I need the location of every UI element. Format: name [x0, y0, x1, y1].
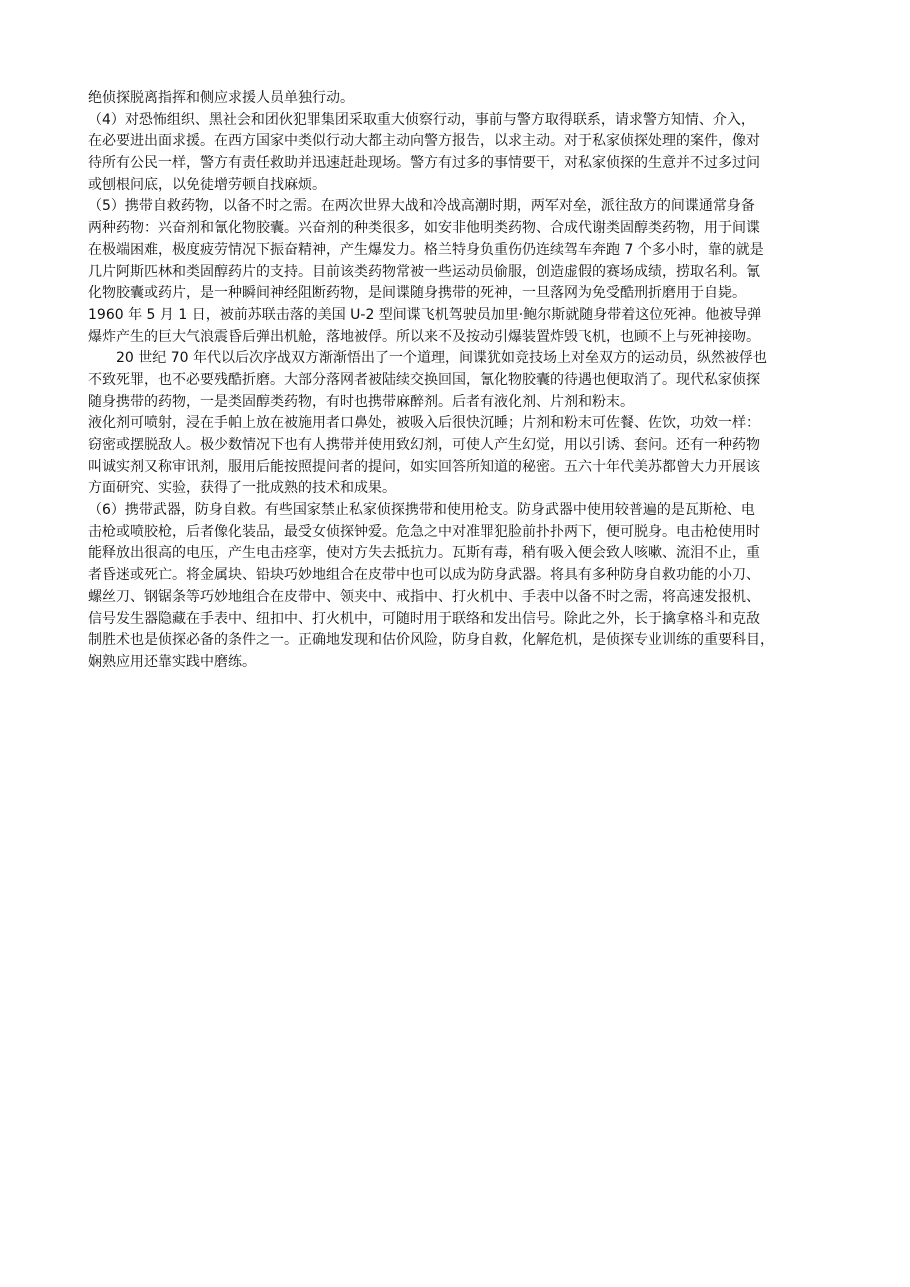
text-line: 1960 年 5 月 1 日，被前苏联击落的美国 U-2 型间谍飞机驾驶员加里·鲍尔斯就随身带着这位死神。他被导弹: [88, 306, 762, 323]
text-line: 叫诚实剂又称审讯剂，服用后能按照提问者的提问，如实回答所知道的秘密。五六十年代美苏都曾大力开展该: [88, 458, 760, 475]
document-body: [88, 88, 858, 674]
text-line: 螺丝刀、钢锯条等巧妙地组合在皮带中、领夹中、戒指中、打火机中、手表中以备不时之需，将高速发报机、: [88, 588, 760, 605]
text-line: 者昏迷或死亡。将金属块、铅块巧妙地组合在皮带中也可以成为防身武器。将具有多种防身自救功能的小刀、: [88, 567, 760, 584]
text-line: （4）对恐怖组织、黑社会和团伙犯罪集团采取重大侦察行动，事前与警方取得联系，请求警方知情、介入，: [88, 111, 755, 128]
text-line: 信号发生器隐藏在手表中、纽扣中、打火机中，可随时用于联络和发出信号。除此之外，长于擒拿格斗和克敌: [88, 610, 760, 627]
text-line: 20 世纪 70 年代以后次序战双方渐渐悟出了一个道理，间谍犹如竞技场上对垒双方的运动员，纵然被俘也: [88, 350, 767, 367]
text-line: 击枪或喷胶枪，后者像化装品，最受女侦探钟爱。危急之中对准罪犯脸前扑扑两下，便可脱身。电击枪使用时: [88, 523, 760, 540]
text-line: （5）携带自救药物，以备不时之需。在两次世界大战和冷战高潮时期，两军对垒，派往敌方的间谍通常身备: [88, 198, 755, 215]
text-line: 绝侦探脱离指挥和侧应求援人员单独行动。: [88, 90, 354, 106]
text-line: 方面研究、实验，获得了一批成熟的技术和成果。: [88, 480, 396, 497]
text-line: 窃密或摆脱敌人。极少数情况下也有人携带并使用致幻剂，可使人产生幻觉，用以引诱、套问。还有一种药物: [88, 437, 760, 453]
text-line: 两种药物：兴奋剂和氰化物胶囊。兴奋剂的种类很多，如安非他明类药物、合成代谢类固醇类药物，用于间谍: [88, 220, 760, 237]
text-line: 待所有公民一样，警方有责任救助并迅速赶赴现场。警方有过多的事情要干，对私家侦探的生意并不过多过问: [88, 155, 760, 172]
text-line: 能释放出很高的电压，产生电击痉挛，使对方失去抵抗力。瓦斯有毒，稍有吸入便会致人咳嗽、流泪不止，重: [88, 545, 760, 562]
text-line: 液化剂可喷射，浸在手帕上放在被施用者口鼻处，被吸入后很快沉睡；片剂和粉末可佐餐、佐饮，功效一样：: [88, 415, 760, 432]
text-line: 随身携带的药物，一是类固醇类药物，有时也携带麻醉剂。后者有液化剂、片剂和粉末。: [88, 393, 634, 410]
text-line: 在必要进出面求援。在西方国家中类似行动大都主动向警方报告，以求主动。对于私家侦探处理的案件，像对: [88, 133, 760, 150]
text-line: 娴熟应用还靠实践中磨练。: [88, 653, 256, 670]
text-line: 或刨根问底，以免徒增劳顿自找麻烦。: [88, 176, 326, 193]
text-line: 不致死罪，也不必要残酷折磨。大部分落网者被陆续交换回国，氰化物胶囊的待遇也便取消了。现代私家侦探: [88, 371, 760, 388]
text-line: 几片阿斯匹林和类固醇药片的支持。目前该类药物常被一些运动员偷服，创造虚假的赛场成绩，捞取名利。氰: [88, 263, 760, 280]
text-line: 制胜术也是侦探必备的条件之一。正确地发现和估价风险，防身自救，化解危机，是侦探专业训练的重要科目，: [88, 632, 774, 649]
text-line: 在极端困难，极度疲劳情况下振奋精神，产生爆发力。格兰特身负重伤仍连续驾车奔跑 7 个多小时，靠的就是: [88, 241, 764, 258]
text-line: 爆炸产生的巨大气浪震昏后弹出机舱，落地被俘。所以来不及按动引爆装置炸毁飞机，也顾不上与死神接吻。: [88, 328, 760, 345]
text-line: 化物胶囊或药片，是一种瞬间神经阻断药物，是间谍随身携带的死神，一旦落网为免受酷刑折磨用于自毙。: [88, 285, 746, 302]
text-line: （6）携带武器，防身自救。有些国家禁止私家侦探携带和使用枪支。防身武器中使用较普遍的是瓦斯枪、电: [88, 502, 755, 519]
